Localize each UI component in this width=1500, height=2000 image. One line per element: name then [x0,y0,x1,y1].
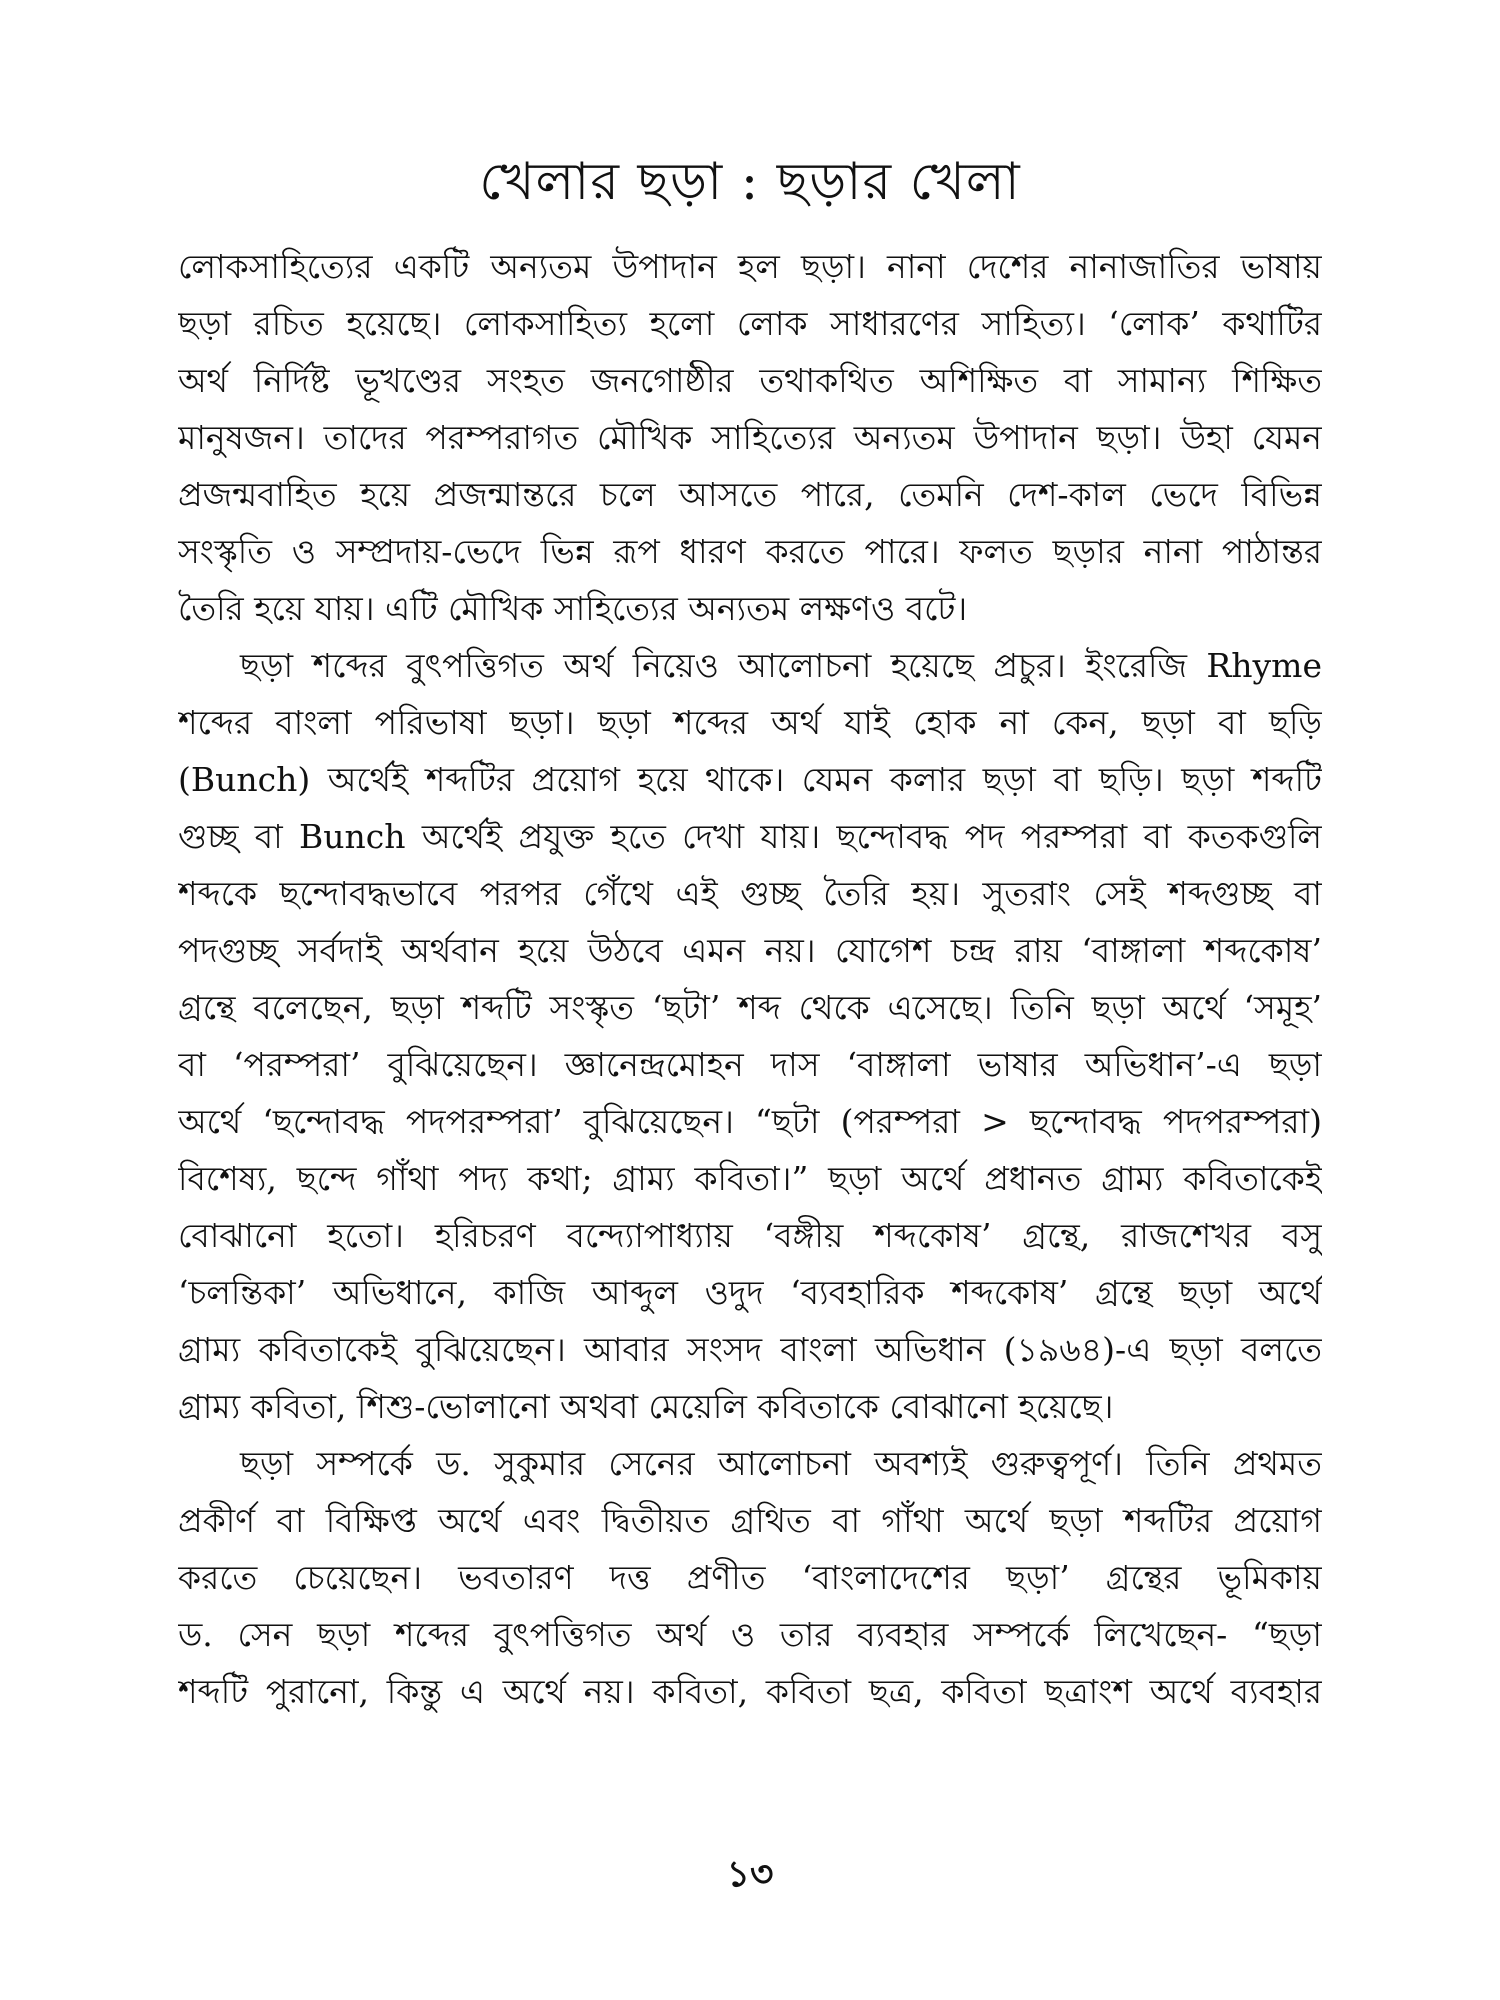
text-line: পদগুচ্ছ সর্বদাই অর্থবান হয়ে উঠবে এমন নয়। যোগেশ চন্দ্র রায় ‘বাঙ্গালা শব্দকোষ’ [178,931,1322,970]
text-line: বিশেষ্য, ছন্দে গাঁথা পদ্য কথা; গ্রাম্য কবিতা।” ছড়া অর্থে প্রধানত গ্রাম্য কবিতাকেই [178,1159,1322,1198]
text-line: অর্থে ‘ছন্দোবদ্ধ পদপরম্পরা’ বুঝিয়েছেন। “ছটা (পরম্পরা > ছন্দোবদ্ধ পদপরম্পরা) [178,1102,1322,1141]
chapter-title: খেলার ছড়া : ছড়ার খেলা [479,151,1021,212]
paragraph-1 [178,238,1322,637]
body-text [178,238,1322,1720]
text-line: শব্দের বাংলা পরিভাষা ছড়া। ছড়া শব্দের অর্থ যাই হোক না কেন, ছড়া বা ছড়ি [178,703,1322,742]
text-line: গ্রাম্য কবিতা, শিশু-ভোলানো অথবা মেয়েলি কবিতাকে বোঝানো হয়েছে। [178,1387,1114,1426]
text-line: ছড়া শব্দের বুৎপত্তিগত অর্থ নিয়েও আলোচনা হয়েছে প্রচুর। ইংরেজি Rhyme [240,646,1322,685]
text-line: প্রকীর্ণ বা বিক্ষিপ্ত অর্থে এবং দ্বিতীয়ত গ্রথিত বা গাঁথা অর্থে ছড়া শব্দটির প্রয়োগ [178,1501,1322,1540]
text-line: লোকসাহিত্যের একটি অন্যতম উপাদান হল ছড়া। নানা দেশের নানাজাতির ভাষায় [178,247,1322,286]
text-line: করতে চেয়েছেন। ভবতারণ দত্ত প্রণীত ‘বাংলাদেশের ছড়া’ গ্রন্থের ভূমিকায় [178,1558,1322,1597]
text-line: গুচ্ছ বা Bunch অর্থেই প্রযুক্ত হতে দেখা যায়। ছন্দোবদ্ধ পদ পরম্পরা বা কতকগুলি [178,817,1322,856]
text-line: অর্থ নির্দিষ্ট ভূখণ্ডের সংহত জনগোষ্ঠীর তথাকথিত অশিক্ষিত বা সামান্য শিক্ষিত [178,361,1322,400]
text-line: ছড়া রচিত হয়েছে। লোকসাহিত্য হলো লোক সাধারণের সাহিত্য। ‘লোক’ কথাটির [178,304,1322,343]
text-line: বোঝানো হতো। হরিচরণ বন্দ্যোপাধ্যায় ‘বঙ্গীয় শব্দকোষ’ গ্রন্থে, রাজশেখর বসু [178,1216,1322,1255]
paragraph-3 [178,1435,1322,1720]
text-line: ছড়া সম্পর্কে ড. সুকুমার সেনের আলোচনা অবশ্যই গুরুত্বপূর্ণ। তিনি প্রথমত [240,1444,1322,1483]
text-line: মানুষজন। তাদের পরম্পরাগত মৌখিক সাহিত্যের অন্যতম উপাদান ছড়া। উহা যেমন [178,418,1322,457]
text-line: শব্দকে ছন্দোবদ্ধভাবে পরপর গেঁথে এই গুচ্ছ তৈরি হয়। সুতরাং সেই শব্দগুচ্ছ বা [178,874,1322,913]
paragraph-2 [178,637,1322,1435]
text-line: গ্রাম্য কবিতাকেই বুঝিয়েছেন। আবার সংসদ বাংলা অভিধান (১৯৬৪)-এ ছড়া বলতে [178,1330,1322,1369]
text-line: প্রজন্মবাহিত হয়ে প্রজন্মান্তরে চলে আসতে পারে, তেমনি দেশ-কাল ভেদে বিভিন্ন [178,475,1322,514]
page-number: ১৩ [726,1853,774,1895]
text-line: শব্দটি পুরানো, কিন্তু এ অর্থে নয়। কবিতা, কবিতা ছত্র, কবিতা ছত্রাংশ অর্থে ব্যবহার [178,1672,1322,1711]
text-line: গ্রন্থে বলেছেন, ছড়া শব্দটি সংস্কৃত ‘ছটা’ শব্দ থেকে এসেছে। তিনি ছড়া অর্থে ‘সমূহ’ [178,988,1322,1027]
text-line: বা ‘পরম্পরা’ বুঝিয়েছেন। জ্ঞানেন্দ্রমোহন দাস ‘বাঙ্গালা ভাষার অভিধান’-এ ছড়া [178,1045,1322,1084]
text-line: ড. সেন ছড়া শব্দের বুৎপত্তিগত অর্থ ও তার ব্যবহার সম্পর্কে লিখেছেন- “ছড়া [178,1615,1322,1654]
text-line: সংস্কৃতি ও সম্প্রদায়-ভেদে ভিন্ন রূপ ধারণ করতে পারে। ফলত ছড়ার নানা পাঠান্তর [178,532,1322,571]
text-line: (Bunch) অর্থেই শব্দটির প্রয়োগ হয়ে থাকে। যেমন কলার ছড়া বা ছড়ি। ছড়া শব্দটি [178,760,1322,799]
text-line: তৈরি হয়ে যায়। এটি মৌখিক সাহিত্যের অন্যতম লক্ষণও বটে। [178,589,968,628]
text-line: ‘চলন্তিকা’ অভিধানে, কাজি আব্দুল ওদুদ ‘ব্যবহারিক শব্দকোষ’ গ্রন্থে ছড়া অর্থে [178,1273,1322,1312]
